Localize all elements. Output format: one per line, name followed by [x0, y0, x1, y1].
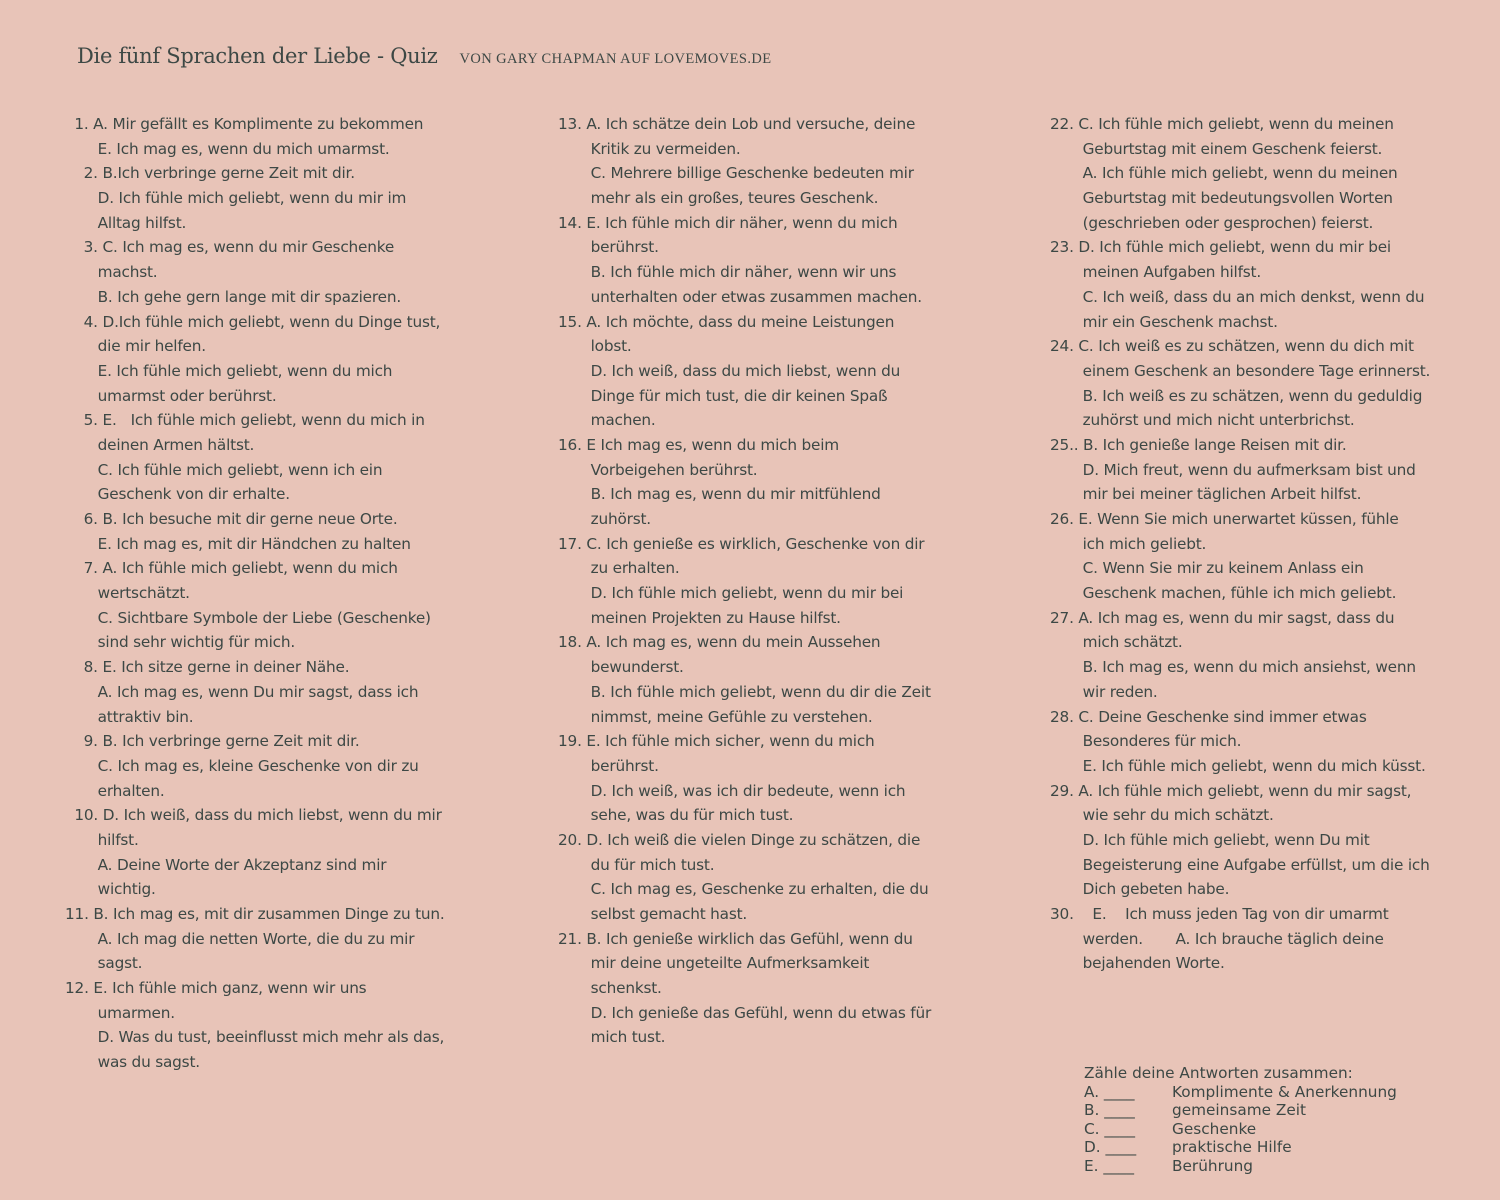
- quiz-line: hilfst.: [65, 830, 139, 849]
- quiz-line: C. Ich fühle mich geliebt, wenn ich ein: [65, 460, 383, 479]
- quiz-line: einem Geschenk an besondere Tage erinnerst.: [1050, 361, 1431, 380]
- quiz-line: 2. B.Ich verbringe gerne Zeit mit dir.: [65, 164, 355, 183]
- quiz-line: mich schätzt.: [1050, 633, 1183, 652]
- page-title: Die fünf Sprachen der Liebe - Quiz: [77, 44, 438, 68]
- quiz-line: Geburtstag mit einem Geschenk feierst.: [1050, 139, 1383, 158]
- quiz-line: B. Ich mag es, wenn du mir mitfühlend: [558, 485, 881, 504]
- quiz-line: 29. A. Ich fühle mich geliebt, wenn du mir sagst,: [1050, 781, 1412, 800]
- quiz-line: unterhalten oder etwas zusammen machen.: [558, 287, 922, 306]
- quiz-line: 5. E. Ich fühle mich geliebt, wenn du mich in: [65, 411, 425, 430]
- quiz-line: C. Ich mag es, kleine Geschenke von dir zu: [65, 756, 419, 775]
- quiz-line: 21. B. Ich genieße wirklich das Gefühl, wenn du: [558, 929, 913, 948]
- quiz-line: B. Ich gehe gern lange mit dir spazieren.: [65, 287, 402, 306]
- quiz-line: zuhörst und mich nicht unterbrichst.: [1050, 411, 1355, 430]
- quiz-line: bewunderst.: [558, 658, 684, 677]
- quiz-line: wichtig.: [65, 880, 156, 899]
- quiz-line: berührst.: [558, 756, 659, 775]
- tally-letter-blank: E. ____: [1084, 1156, 1134, 1175]
- quiz-line: wie sehr du mich schätzt.: [1050, 806, 1274, 825]
- quiz-line: 25.. B. Ich genieße lange Reisen mit dir.: [1050, 435, 1347, 454]
- quiz-line: Vorbeigehen berührst.: [558, 460, 758, 479]
- quiz-line: 16. E Ich mag es, wenn du mich beim: [558, 435, 839, 454]
- quiz-line: Dich gebeten habe.: [1050, 880, 1230, 899]
- quiz-line: Kritik zu vermeiden.: [558, 139, 741, 158]
- quiz-line: C. Ich weiß, dass du an mich denkst, wenn du: [1050, 287, 1425, 306]
- tally-letter-blank: C. ____: [1084, 1119, 1135, 1138]
- quiz-line: Begeisterung eine Aufgabe erfüllst, um die ich: [1050, 855, 1430, 874]
- tally-letter-blank: A. ____: [1084, 1082, 1135, 1101]
- quiz-line: A. Deine Worte der Akzeptanz sind mir: [65, 855, 387, 874]
- quiz-line: attraktiv bin.: [65, 707, 194, 726]
- quiz-line: E. Ich mag es, mit dir Händchen zu halten: [65, 534, 411, 553]
- quiz-line: 8. E. Ich sitze gerne in deiner Nähe.: [65, 658, 350, 677]
- tally-label: Geschenke: [1172, 1119, 1257, 1138]
- quiz-line: berührst.: [558, 238, 659, 257]
- quiz-line: C. Wenn Sie mir zu keinem Anlass ein: [1050, 559, 1364, 578]
- page-header: [77, 44, 772, 68]
- quiz-line: zuhörst.: [558, 510, 651, 528]
- tally-label: gemeinsame Zeit: [1172, 1101, 1307, 1120]
- quiz-line: D. Ich fühle mich geliebt, wenn du mir im: [65, 189, 407, 208]
- quiz-line: mir bei meiner täglichen Arbeit hilfst.: [1050, 485, 1362, 504]
- quiz-line: ich mich geliebt.: [1050, 534, 1207, 553]
- quiz-line: umarmen.: [65, 1003, 175, 1022]
- quiz-line: bejahenden Worte.: [1050, 954, 1225, 973]
- quiz-line: 23. D. Ich fühle mich geliebt, wenn du mir bei: [1050, 238, 1391, 257]
- quiz-line: 17. C. Ich genieße es wirklich, Geschenke von dir: [558, 534, 925, 553]
- tally-row: [1084, 1157, 1397, 1176]
- quiz-line: deinen Armen hältst.: [65, 435, 255, 454]
- quiz-line: 1. A. Mir gefällt es Komplimente zu bekommen: [65, 115, 424, 133]
- quiz-line: mir deine ungeteilte Aufmerksamkeit: [558, 954, 870, 973]
- quiz-line: 3. C. Ich mag es, wenn du mir Geschenke: [65, 238, 395, 257]
- tally-letter-blank: B. ____: [1084, 1101, 1135, 1120]
- quiz-line: 13. A. Ich schätze dein Lob und versuche, deine: [558, 115, 916, 133]
- quiz-line: selbst gemacht hast.: [558, 905, 748, 923]
- quiz-line: wertschätzt.: [65, 584, 190, 603]
- quiz-line: E. Ich fühle mich geliebt, wenn du mich: [65, 361, 393, 380]
- quiz-line: Alltag hilfst.: [65, 213, 187, 232]
- quiz-line: umarmst oder berührst.: [65, 386, 277, 405]
- quiz-line: 24. C. Ich weiß es zu schätzen, wenn du dich mit: [1050, 337, 1414, 356]
- quiz-line: A. Ich fühle mich geliebt, wenn du meinen: [1050, 164, 1398, 183]
- quiz-line: zu erhalten.: [558, 559, 680, 578]
- quiz-line: meinen Projekten zu Hause hilfst.: [558, 608, 841, 627]
- quiz-line: 4. D.Ich fühle mich geliebt, wenn du Dinge tust,: [65, 312, 441, 331]
- quiz-line: wir reden.: [1050, 682, 1158, 701]
- tally-row: [1084, 1083, 1397, 1102]
- quiz-line: mich tust.: [558, 1028, 666, 1047]
- tally-rows: [1084, 1083, 1397, 1176]
- quiz-line: 14. E. Ich fühle mich dir näher, wenn du mich: [558, 213, 898, 232]
- tally-box: [1084, 1064, 1397, 1176]
- tally-label: Komplimente & Anerkennung: [1172, 1082, 1397, 1101]
- quiz-line: C. Ich mag es, Geschenke zu erhalten, die du: [558, 880, 929, 899]
- quiz-line: machst.: [65, 263, 158, 282]
- quiz-line: Geschenk von dir erhalte.: [65, 485, 290, 504]
- quiz-line: mir ein Geschenk machst.: [1050, 312, 1278, 331]
- quiz-line: schenkst.: [558, 979, 662, 998]
- quiz-line: 22. C. Ich fühle mich geliebt, wenn du meinen: [1050, 115, 1394, 133]
- quiz-line: E. Ich fühle mich geliebt, wenn du mich küsst.: [1050, 756, 1426, 775]
- quiz-line: 27. A. Ich mag es, wenn du mir sagst, dass du: [1050, 608, 1395, 627]
- quiz-line: (geschrieben oder gesprochen) feierst.: [1050, 213, 1374, 232]
- quiz-line: D. Ich weiß, was ich dir bedeute, wenn ich: [558, 781, 906, 800]
- quiz-line: D. Mich freut, wenn du aufmerksam bist und: [1050, 460, 1416, 479]
- page-subtitle: VON GARY CHAPMAN AUF LOVEMOVES.DE: [459, 51, 772, 67]
- quiz-line: nimmst, meine Gefühle zu verstehen.: [558, 707, 873, 726]
- quiz-line: C. Mehrere billige Geschenke bedeuten mir: [558, 164, 914, 183]
- quiz-column-2: [558, 112, 958, 1050]
- quiz-line: was du sagst.: [65, 1053, 200, 1072]
- quiz-line: 6. B. Ich besuche mit dir gerne neue Orte.: [65, 510, 398, 528]
- quiz-line: du für mich tust.: [558, 855, 715, 874]
- quiz-line: B. Ich mag es, wenn du mich ansiehst, wenn: [1050, 658, 1416, 677]
- quiz-line: meinen Aufgaben hilfst.: [1050, 263, 1261, 282]
- quiz-line: Besonderes für mich.: [1050, 732, 1242, 751]
- tally-row: [1084, 1138, 1397, 1157]
- quiz-line: 7. A. Ich fühle mich geliebt, wenn du mich: [65, 559, 398, 578]
- quiz-line: mehr als ein großes, teures Geschenk.: [558, 189, 879, 208]
- quiz-line: D. Was du tust, beeinflusst mich mehr als das,: [65, 1028, 445, 1047]
- quiz-line: 12. E. Ich fühle mich ganz, wenn wir uns: [65, 979, 367, 998]
- quiz-line: B. Ich fühle mich geliebt, wenn du dir die Zeit: [558, 682, 931, 701]
- quiz-column-3: [1050, 112, 1470, 976]
- tally-heading: Zähle deine Antworten zusammen:: [1084, 1064, 1353, 1082]
- quiz-line: sind sehr wichtig für mich.: [65, 633, 295, 652]
- tally-letter-blank: D. ____: [1084, 1138, 1137, 1157]
- tally-row: [1084, 1101, 1397, 1120]
- tally-label: Berührung: [1172, 1156, 1253, 1175]
- quiz-line: 20. D. Ich weiß die vielen Dinge zu schätzen, die: [558, 830, 921, 849]
- quiz-line: sagst.: [65, 954, 143, 973]
- quiz-line: Geburtstag mit bedeutungsvollen Worten: [1050, 189, 1393, 208]
- quiz-line: Geschenk machen, fühle ich mich geliebt.: [1050, 584, 1397, 603]
- quiz-column-1: [65, 112, 495, 1075]
- quiz-line: A. Ich mag die netten Worte, die du zu mir: [65, 929, 415, 948]
- tally-row: [1084, 1120, 1397, 1139]
- quiz-line: A. Ich mag es, wenn Du mir sagst, dass ich: [65, 682, 419, 701]
- quiz-line: 15. A. Ich möchte, dass du meine Leistungen: [558, 312, 895, 331]
- quiz-line: sehe, was du für mich tust.: [558, 806, 794, 825]
- quiz-line: D. Ich fühle mich geliebt, wenn du mir bei: [558, 584, 904, 603]
- quiz-line: lobst.: [558, 337, 632, 356]
- quiz-line: 26. E. Wenn Sie mich unerwartet küssen, fühle: [1050, 510, 1399, 528]
- quiz-line: D. Ich genieße das Gefühl, wenn du etwas für: [558, 1003, 932, 1022]
- quiz-line: B. Ich fühle mich dir näher, wenn wir uns: [558, 263, 897, 282]
- quiz-line: werden. A. Ich brauche täglich deine: [1050, 929, 1384, 948]
- quiz-line: C. Sichtbare Symbole der Liebe (Geschenke): [65, 608, 431, 627]
- quiz-line: Dinge für mich tust, die dir keinen Spaß: [558, 386, 888, 405]
- quiz-line: machen.: [558, 411, 656, 430]
- quiz-line: 9. B. Ich verbringe gerne Zeit mit dir.: [65, 732, 360, 751]
- quiz-line: 11. B. Ich mag es, mit dir zusammen Dinge zu tun.: [65, 905, 445, 923]
- quiz-line: 28. C. Deine Geschenke sind immer etwas: [1050, 707, 1367, 726]
- quiz-line: die mir helfen.: [65, 337, 206, 356]
- quiz-line: 10. D. Ich weiß, dass du mich liebst, wenn du mir: [65, 806, 442, 825]
- quiz-line: D. Ich fühle mich geliebt, wenn Du mit: [1050, 830, 1370, 849]
- tally-label: praktische Hilfe: [1172, 1138, 1292, 1157]
- quiz-line: B. Ich weiß es zu schätzen, wenn du geduldig: [1050, 386, 1423, 405]
- quiz-line: E. Ich mag es, wenn du mich umarmst.: [65, 139, 390, 158]
- quiz-line: 30. E. Ich muss jeden Tag von dir umarmt: [1050, 905, 1389, 923]
- quiz-line: 18. A. Ich mag es, wenn du mein Aussehen: [558, 633, 881, 652]
- quiz-line: erhalten.: [65, 781, 165, 800]
- quiz-line: 19. E. Ich fühle mich sicher, wenn du mich: [558, 732, 875, 751]
- quiz-line: D. Ich weiß, dass du mich liebst, wenn du: [558, 361, 901, 380]
